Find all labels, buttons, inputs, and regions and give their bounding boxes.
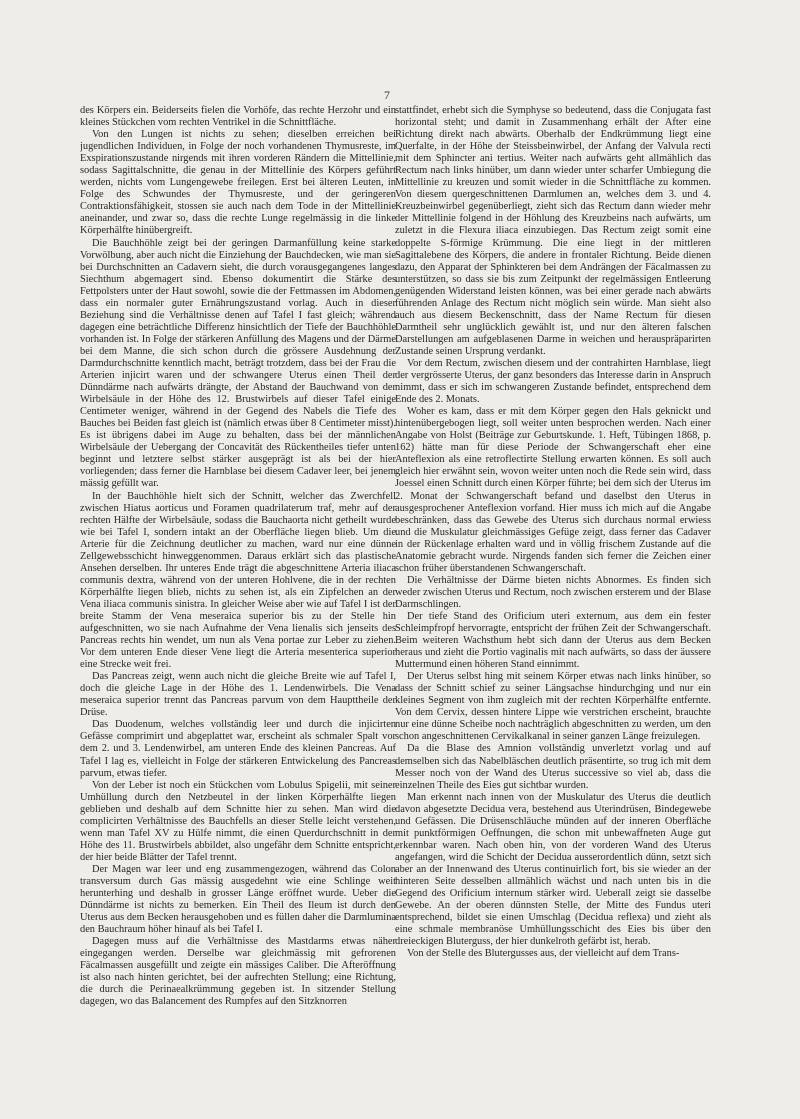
left-text-column (80, 105, 396, 1105)
right-paragraph-7: Da die Blase des Amnion vollständig unverletzt vorlag und auf demselben sich das Nabelbläschen deutlich präsentirte, so trug ich mit dem Messer noch von der Wand des Uterus successive so viel ab, dass die einzelnen Theile des Eies gut sichtbar wurden. (395, 743, 711, 791)
left-paragraph-2: Von den Lungen ist nichts zu sehen; dieselben erreichen bei jugendlichen Individuen, in Folge der noch vorhandenen Thymusreste, im Exspirationszustande nirgends mit ihren vorderen Rändern die Mittellinie, sodass Sagittalschnitte, die genau in der Mittellinie des Körpers geführt werden, nichts vom Lungengewebe freilegen. Erst bei älteren Leuten, in Folge des Schwundes der Thymusreste, und der geringeren Contraktionsfähigkeit, stossen sie auch nach dem Tode in der Mittellinie aneinander, und zwar so, dass die rechte Lunge regelmässig in die linke Körperhälfte hinübergreift. (80, 129, 396, 237)
left-paragraph-8: Der Magen war leer und eng zusammengezogen, während das Colon transversum durch Gas mässig ausgedehnt wie eine Schlinge weit herunterhing und deshalb in grosser Länge eröffnet wurde. Ueber die Dünndärme ist nichts zu bemerken. Ein Theil des Ileum ist durch den Uterus aus dem Becken herausgehoben und es füllen daher die Darmlumina den Bauchraum höher hinauf als bei Tafel I. (80, 863, 396, 936)
right-paragraph-2: Vor dem Rectum, zwischen diesem und der contrahirten Harnblase, liegt der vergrösserte Uterus, der ganz besonders das Interesse darin in Anspruch nimmt, dass er sich im schwangeren Zustande befindet, entsprechend dem Ende des 2. Monats. (395, 357, 711, 406)
left-paragraph-5: Das Pancreas zeigt, wenn auch nicht die gleiche Breite wie auf Tafel I, doch die gleiche Lage in der Höhe des 1. Lendenwirbels. Die Vena meseraica superior trennt das Pancreas parvum von dem Haupttheile der Drüse. (80, 671, 396, 719)
right-paragraph-3: Woher es kam, dass er mit dem Körper gegen den Hals geknickt und hintenübergebogen liegt, soll weiter unten besprochen werden. Nach einer Angabe von Holst (Beiträge zur Geburtskunde. 1. Heft, Tübingen 1868, p. 162) hätte man für diese Periode der Schwangerschaft eher eine Anteflexion als eine retroflectirte Stellung erwarten können. Es soll auch gleich hier erwähnt sein, wovon weiter unten noch die Rede sein wird, dass Joessel einen Schnitt durch einen Körper führte; bei dem sich der Uterus im 2. Monat der Schwangerschaft befand und daselbst den Uterus in ausgesprochener Anteflexion vorfand. Hier muss ich mich auf die Angabe beschränken, dass das Gewebe des Uterus sich durchaus normal erwiess und die Muskulatur gleichmässiges Gefüge zeigt, dass ferner das Cadaver in der Rückenlage erhalten ward und in völlig frischem Zustande auf die Anatomie gebracht wurde. Nirgends fanden sich ferner die Zeichen einer schon früher überstandenen Schwangerschaft. (395, 406, 711, 574)
right-paragraph-1: stattfindet, erhebt sich die Symphyse so bedeutend, dass die Conjugata fast horizontal steht; und damit in Zusammenhang erhält der After eine Richtung direkt nach abwärts. Oberhalb der Endkrümmung liegt eine Querfalte, in der Höhe der Steissbeinwirbel, der Anfang der Valvula recti mit dem Sphincter ani tertius. Weiter nach aufwärts geht allmählich das Rectum nach links hinüber, um dann wieder unter scharfer Umbiegung die Mittellinie zu kreuzen und somit wieder in die Schnittfläche zu kommen. Von diesem quergeschnittenen Darmlumen an, welches dem 3. und 4. Kreuzbeinwirbel gegenüberliegt, zieht sich das Rectum dann wieder mehr der Mittellinie folgend in der Höhlung des Kreuzbeins nach aufwärts, um zuletzt in die Flexura iliaca einzubiegen. Das Rectum zeigt somit eine doppelte S-förmige Krümmung. Die eine liegt in der mittleren Sagittalebene des Körpers, die andere in frontaler Richtung. Beide dienen dazu, den Apparat der Sphinkteren bei dem Andrängen der Fäcalmassen zu unterstützen, so dass sie bis zum Zeitpunkt der regelmässigen Entleerung genügenden Widerstand leisten können, was bei einer gerade nach abwärts führenden Anlage des Rectum nicht möglich sein würde. Man sieht also auch aus diesem Beckenschnitt, dass der Name Rectum für diesen Darmtheil sehr unglücklich gewählt ist, und nur den älteren falschen Darstellungen am aufgeblasenen Darme in weichen und herauspräparirten Zustande seinen Ursprung verdankt. (395, 105, 711, 357)
page-number: 7 (384, 88, 390, 102)
left-paragraph-6: Das Duodenum, welches vollständig leer und durch die injicirten Gefässe comprimirt und abgeplattet war, erscheint als schmaler Spalt vor dem 2. und 3. Lendenwirbel, am unteren Ende des kleinen Pancreas. Auf Tafel I lag es, vielleicht in Folge der stärkeren Entwickelung des Pancreas parvum, etwas tiefer. (80, 719, 396, 779)
right-paragraph-5: Der tiefe Stand des Orificium uteri externum, aus dem ein fester Schleimpfropf hervorragte, entspricht der frühen Zeit der Schwangerschaft. Beim weiteren Wachsthum hebt sich dann der Uterus aus dem Becken heraus und zieht die Portio vaginalis mit nach aufwärts, so dass der äussere Muttermund einen höheren Stand einnimmt. (395, 610, 711, 671)
left-paragraph-9: Dagegen muss auf die Verhältnisse des Mastdarms etwas näher eingegangen werden. Derselbe war gleichmässig mit gefrorenen Fäcalmassen ausgefüllt und zeigte ein mässiges Caliber. Die Afteröffnung ist also nach hinten gerichtet, bei der aufrechten Stellung; eine Richtung, die durch die Perinaealkrümmung gegeben ist. In sitzender Stellung dagegen, wo das Balancement des Rumpfes auf den Sitzknorren (80, 936, 396, 1008)
right-paragraph-4: Die Verhältnisse der Därme bieten nichts Abnormes. Es finden sich weder zwischen Uterus und Rectum, noch zwischen ersterem und der Blase Darmschlingen. (395, 574, 711, 610)
right-paragraph-6: Der Uterus selbst hing mit seinem Körper etwas nach links hinüber, so dass der Schnitt schief zu seiner Längsachse hindurchging und nur ein kleines Segment von ihm zugleich mit der rechten Körperhälfte entfernte. Von dem Cervix, dessen hintere Lippe wie verstrichen erscheint, brauchte nur eine dünne Scheibe noch nachträglich abgeschnitten zu werden, um den schon angeschnittenen Cervikalkanal in seiner ganzen Länge freizulegen. (395, 671, 711, 743)
right-text-column (395, 105, 711, 1105)
left-paragraph-3: Die Bauchhöhle zeigt bei der geringen Darmanfüllung keine starke Vorwölbung, aber auch nicht die Einziehung der Bauchdecken, wie man sie bei Durchschnitten an Cadavern sieht, die durch vorausgegangenes langes Siechthum abgemagert sind. Ebenso dokumentirt die Stärke des Fettpolsters unter der Haut sowohl, sowie die der Fettmassen im Abdomen, dass ein normaler guter Ernährungszustand vorlag. Auch in dieser Beziehung sind die Verhältnisse denen auf Tafel I fast gleich; während dagegen eine beträchtliche Differenz hinsichtlich der Tiefe der Bauchhöhle vorhanden ist. In Folge der stärkeren Anfüllung des Magens und der Därme bei dem Manne, die sich schon durch die grössere Ausdehnung der Darmdurchschnitte kenntlich macht, beträgt trotzdem, dass bei der Frau die Arterien injicirt waren und der schwangere Uterus einen Theil der Dünndärme nach aufwärts drängte, der Abstand der Bauchwand von der Wirbelsäule in der Höhe des 12. Brustwirbels auf dieser Tafel einige Centimeter weniger, während in der Gegend des Nabels die Tiefe des Bauches bei Beiden fast gleich ist (nämlich etwas über 8 Centimeter misst). Es ist übrigens dabei im Auge zu behalten, dass bei der männlichen Wirbelsäule der Uebergang der Concavität des Rückentheiles tiefer unten beginnt und letztere selbst stärker ausgeprägt ist als bei der hier vorliegenden; dass ferner die Harnblase bei diesem Cadaver leer, bei jenem mässig gefüllt war. (80, 237, 396, 490)
left-paragraph-7: Von der Leber ist noch ein Stückchen vom Lobulus Spigelii, mit seiner Umhüllung durch den Netzbeutel in der linken Körperhälfte liegen geblieben und deshalb auf dem Schnitte hier zu sehen. Man wird die complicirten Verhältnisse des Bauchfells an dieser Stelle leicht verstehen, wenn man Tafel XV zu Hülfe nimmt, die einen Querdurchschnitt in der Höhe des 11. Brustwirbels abbildet, also ungefähr dem Schnitte entspricht, der hier beide Blätter der Tafel trennt. (80, 779, 396, 863)
right-paragraph-9: Von der Stelle des Blutergusses aus, der vielleicht auf dem Trans- (407, 948, 680, 960)
left-paragraph-4: In der Bauchhöhle hielt sich der Schnitt, welcher das Zwerchfell zwischen Hiatus aorticus und Foramen quadrilaterum traf, mehr auf der rechten Hälfte der Wirbelsäule, sodass die Bauchaorta nicht getheilt wurde wie bei Tafel I, sondern intakt an der Oberfläche liegen blieb. Um die Arterie für die Zeichnung deutlicher zu machen, ward nur eine dünne Zellgewebsschicht hinweggenommen. Daraus erklärt sich das plastische Ansehen derselben. Ihr unteres Ende trägt die abgeschnittene Arteria iliaca communis dextra, während von der unteren Hohlvene, die in der rechten Körperhälfte liegen blieb, nichts zu sehen ist, als ein Zipfelchen an der Vena iliaca communis sinistra. In gleicher Weise aber wie auf Tafel I ist der breite Stamm der Vena meseraica superior bis zu der Stelle hin aufgeschnitten, wo sie nach Aufnahme der Vena lienalis sich jenseits des Pancreas rechts hin wendet, um nun als Vena portae zur Leber zu ziehen. Vor dem unteren Ende dieser Vene liegt die Arteria mesenterica superior eine Strecke weit frei. (80, 490, 396, 671)
right-paragraph-8: Man erkennt nach innen von der Muskulatur des Uterus die deutlich davon abgesetzte Decidua vera, bestehend aus Uterindrüsen, Bindegewebe und Gefässen. Die Drüsenschläuche münden auf der inneren Oberfläche mit punktförmigen Oeffnungen, die schon mit unbewaffneten Auge gut erkennbar waren. Nach oben hin, von der vorderen Wand des Uterus angefangen, wird die Schicht der Decidua ausserordentlich dünn, setzt sich aber an der Innenwand des Uterus continuirlich fort, bis sie wieder an der hinteren Seite desselben allmählich wächst und nach unten bis in die Gegend des Orificium internum stärker wird. Ueberall zeigt sie dasselbe Gewebe. An der oberen dünnsten Stelle, der Mitte des Fundus uteri entsprechend, bildet sie einen Umschlag (Decidua reflexa) und zieht als eine schmale membranöse Umhüllungsschicht des Eies bis über den dreieckigen Bluterguss, der hier dunkelroth gefärbt ist, herab. (395, 791, 711, 948)
left-paragraph-1: des Körpers ein. Beiderseits fielen die Vorhöfe, das rechte Herzohr und ein kleines Stückchen vom rechten Ventrikel in die Schnittfläche. (80, 105, 396, 129)
